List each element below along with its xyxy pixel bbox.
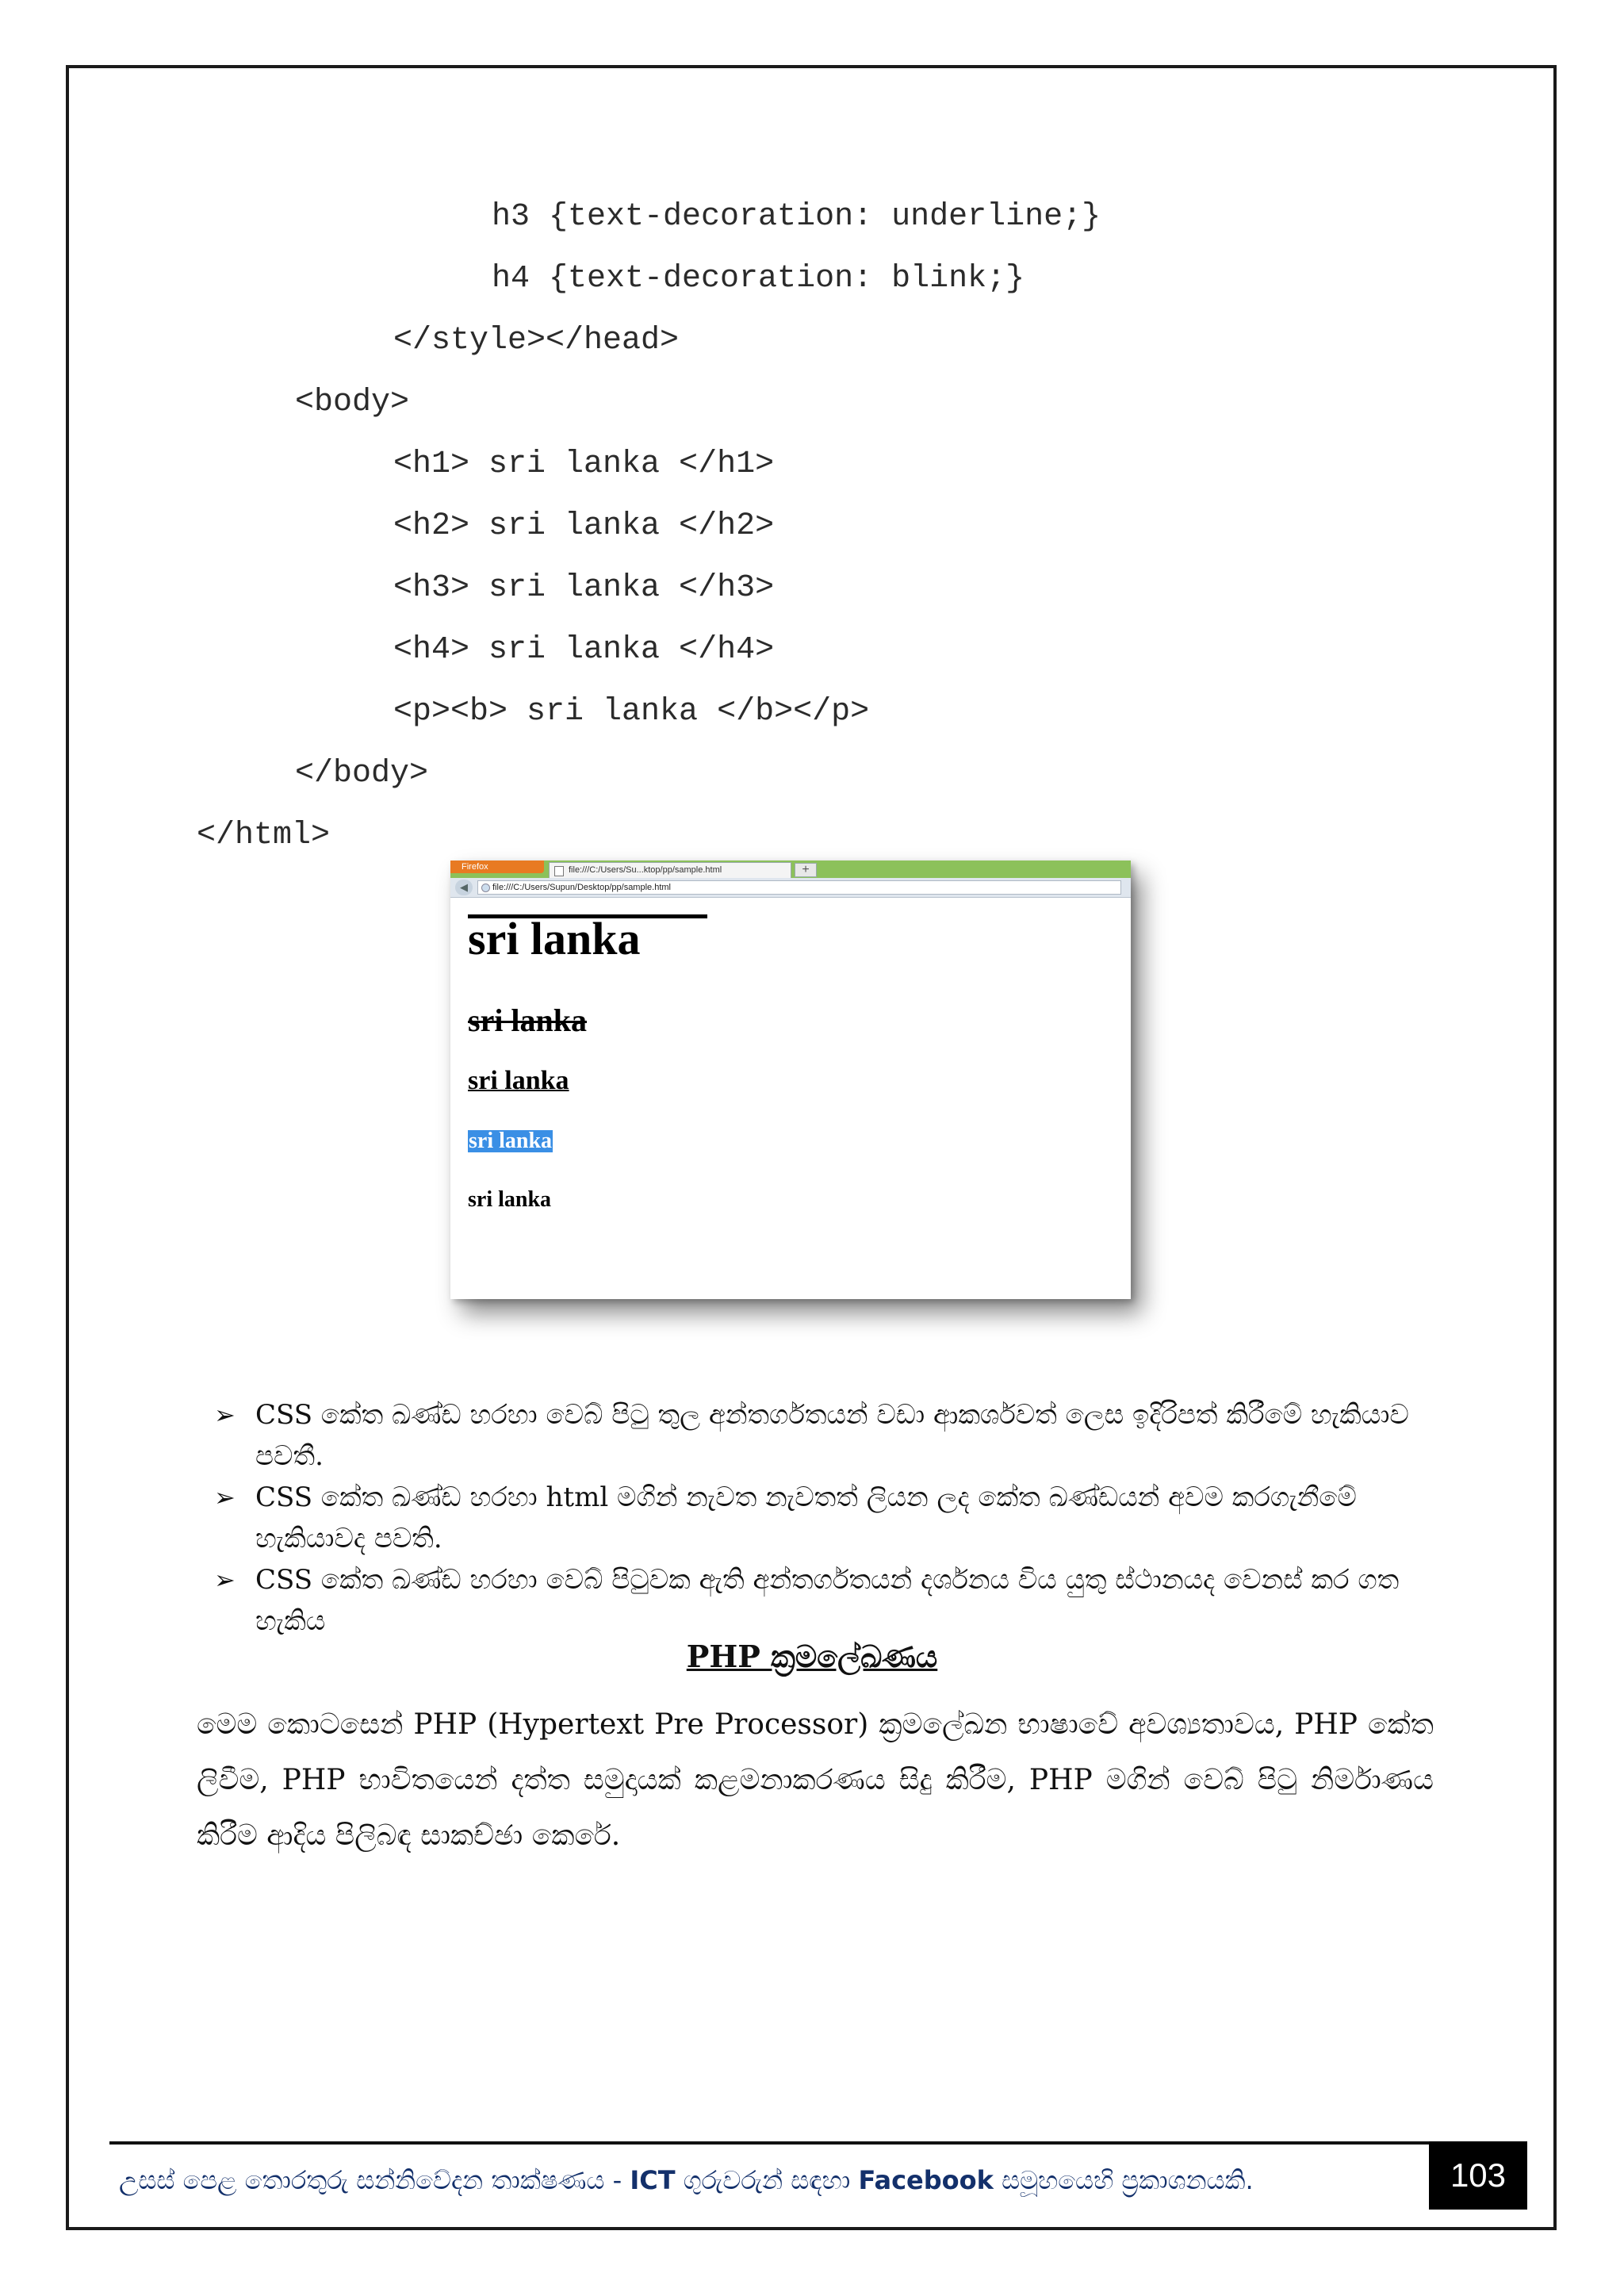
code-line: </html> bbox=[197, 818, 331, 853]
arrow-bullet-icon: ➢ bbox=[214, 1400, 236, 1430]
browser-tab-bar bbox=[450, 861, 1131, 878]
arrow-bullet-icon: ➢ bbox=[214, 1482, 236, 1512]
rendered-h1: sri lanka bbox=[468, 913, 641, 964]
code-line: <h1> sri lanka </h1> bbox=[393, 447, 775, 482]
bullet-text: CSS කේත ඛණ්ඩ හරහා වෙබ් පිටුවක ඇති අන්තර්ගතයන් දර්ශනය විය යුතු ස්ථානයද වෙනස් කර ගත හැකිය bbox=[255, 1564, 1400, 1637]
bullet-item bbox=[214, 1477, 1435, 1559]
globe-icon bbox=[481, 884, 490, 892]
browser-screenshot bbox=[450, 861, 1131, 1299]
bullet-text: CSS කේත ඛණ්ඩ හරහා වෙබ් පිටු තුල අන්තර්ගතයන් වඩා ආකර්ශවත් ලෙස ඉදිරිපත් කිරීමේ හැකියාව පවතී. bbox=[255, 1399, 1409, 1472]
page-number: 103 bbox=[1429, 2141, 1527, 2210]
section-title: PHP ක්‍රමලේඛණය bbox=[686, 1639, 938, 1674]
rendered-h4: sri lanka bbox=[469, 1129, 553, 1153]
footer-ict: ICT bbox=[630, 2165, 676, 2195]
code-line: <p><b> sri lanka </b></p> bbox=[393, 694, 870, 730]
firefox-menu-button[interactable]: Firefox bbox=[450, 861, 544, 873]
url-text: file:///C:/Users/Supun/Desktop/pp/sample.html bbox=[492, 883, 671, 892]
footer-text bbox=[119, 2165, 1254, 2196]
arrow-bullet-icon: ➢ bbox=[214, 1565, 236, 1595]
code-line: <h4> sri lanka </h4> bbox=[393, 632, 775, 668]
tab-title: file:///C:/Users/Su...ktop/pp/sample.html bbox=[569, 865, 722, 875]
rendered-h3: sri lanka bbox=[468, 1066, 569, 1095]
footer-divider bbox=[109, 2141, 1432, 2145]
rendered-h2: sri lanka bbox=[468, 1002, 588, 1038]
browser-tab[interactable] bbox=[549, 862, 791, 878]
code-line: </style></head> bbox=[393, 323, 680, 358]
code-line: h3 {text-decoration: underline;} bbox=[492, 199, 1101, 235]
new-tab-button[interactable]: + bbox=[795, 863, 817, 877]
address-field[interactable] bbox=[477, 880, 1121, 895]
footer-part: උසස් පෙළ තොරතුරු සන්නිවේදන තාක්ෂණය - bbox=[119, 2165, 630, 2195]
bullet-item bbox=[214, 1394, 1435, 1477]
code-line: <h2> sri lanka </h2> bbox=[393, 508, 775, 544]
bullet-item bbox=[214, 1559, 1435, 1642]
rendered-paragraph-bold: sri lanka bbox=[468, 1187, 552, 1212]
footer-part: ගුරුවරුන් සඳහා bbox=[675, 2165, 859, 2195]
code-line: <body> bbox=[295, 385, 410, 420]
page-icon bbox=[554, 866, 564, 876]
body-paragraph: මෙම කොටසෙන් PHP (Hypertext Pre Processor) ක්‍රමලේඛන භාෂාවේ අවශ්‍යතාවය, PHP කේත ලිවීම, PHP භාවිතයෙන් දත්ත සමුදායක් කළමනාකරණය සිදු කිරීම, PHP මගින් වෙබ් පිටු නිර්මාණය කිරීම ආදිය පිලිබඳ සාකච්ඡා කෙරේ. bbox=[197, 1708, 1434, 1852]
code-line: <h3> sri lanka </h3> bbox=[393, 570, 775, 606]
back-arrow-icon[interactable]: ◀ bbox=[455, 880, 473, 895]
code-line: </body> bbox=[295, 756, 429, 792]
footer-part: සමූහයෙහි ප්‍රකාශනයකි. bbox=[993, 2165, 1254, 2195]
navigation-bar bbox=[450, 878, 1131, 898]
bullet-text: CSS කේත ඛණ්ඩ හරහා html මගින් නැවත නැවතත් ලියන ලද කේත ඛණ්ඩයන් අවම කරගැනීමේ හැකියාවද පවති. bbox=[255, 1481, 1357, 1554]
code-line: h4 {text-decoration: blink;} bbox=[492, 261, 1025, 297]
footer-facebook: Facebook bbox=[858, 2165, 994, 2195]
